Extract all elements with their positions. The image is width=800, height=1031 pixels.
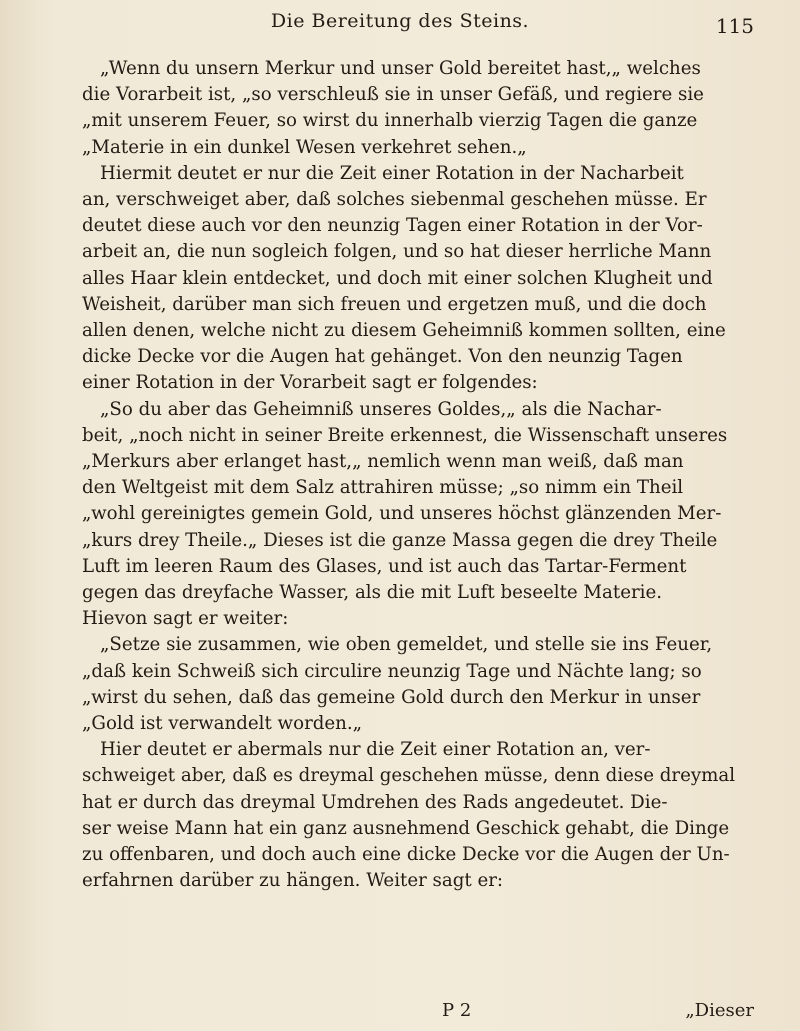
- text-line: alles Haar klein entdecket, und doch mit einer solchen Klugheit und: [82, 267, 713, 289]
- paragraph: [82, 737, 754, 894]
- text-line: arbeit an, die nun sogleich folgen, und so hat dieser herrliche Mann: [82, 241, 712, 263]
- body-text: [82, 56, 754, 895]
- text-line: „Merkurs aber erlanget hast,„ nemlich wenn man weiß, daß man: [82, 451, 684, 473]
- text-line: „daß kein Schweiß sich circulire neunzig Tage und Nächte lang; so: [82, 660, 702, 682]
- page-footer: [82, 1000, 754, 1026]
- text-line: ser weise Mann hat ein ganz ausnehmend Geschick gehabt, die Dinge: [82, 817, 730, 839]
- paragraph: [82, 56, 754, 161]
- text-line: „wirst du sehen, daß das gemeine Gold durch den Merkur in unser: [82, 686, 701, 708]
- text-line: Hievon sagt er weiter:: [82, 608, 289, 630]
- text-line: an, verschweiget aber, daß solches siebenmal geschehen müsse. Er: [82, 189, 707, 211]
- text-line: „wohl gereinigtes gemein Gold, und unseres höchst glänzenden Mer-: [82, 503, 722, 525]
- text-line: Luft im leeren Raum des Glases, und ist auch das Tartar-Ferment: [82, 555, 687, 577]
- signature-mark: P 2: [442, 1000, 472, 1021]
- text-line: „Wenn du unsern Merkur und unser Gold bereitet hast,„ welches: [100, 58, 701, 79]
- text-line: Weisheit, darüber man sich freuen und ergetzen muß, und die doch: [82, 293, 707, 315]
- text-line: „So du aber das Geheimniß unseres Goldes,„ als die Nachar-: [100, 398, 662, 420]
- text-line: gegen das dreyfache Wasser, als die mit Luft beseelte Materie.: [82, 582, 663, 604]
- text-line: Hiermit deutet er nur die Zeit einer Rotation in der Nacharbeit: [100, 162, 684, 184]
- text-line: erfahrnen darüber zu hängen. Weiter sagt er:: [82, 870, 504, 892]
- text-line: „mit unserem Feuer, so wirst du innerhalb vierzig Tagen die ganze: [82, 110, 698, 132]
- text-line: zu offenbaren, und doch auch eine dicke Decke vor die Augen der Un-: [82, 844, 730, 866]
- running-title: Die Bereitung des Steins.: [270, 10, 530, 32]
- text-line: einer Rotation in der Vorarbeit sagt er folgendes:: [82, 372, 538, 394]
- text-line: „kurs drey Theile.„ Dieses ist die ganze Massa gegen die drey Theile: [82, 529, 718, 551]
- text-line: dicke Decke vor die Augen hat gehänget. Von den neunzig Tagen: [82, 346, 683, 368]
- text-line: „Gold ist verwandelt worden.„: [82, 713, 363, 735]
- text-line: schweiget aber, daß es dreymal geschehen müsse, denn diese dreymal: [82, 765, 736, 787]
- catchword: „Dieser: [685, 1000, 754, 1021]
- text-line: allen denen, welche nicht zu diesem Geheimniß kommen sollten, eine: [82, 320, 726, 342]
- paragraph: [82, 397, 754, 633]
- text-line: den Weltgeist mit dem Salz attrahiren müsse; „so nimm ein Theil: [82, 477, 684, 499]
- text-line: „Materie in ein dunkel Wesen verkehret sehen.„: [82, 136, 527, 158]
- text-line: die Vorarbeit ist, „so verschleuß sie in unser Gefäß, und regiere sie: [82, 84, 704, 106]
- text-line: hat er durch das dreymal Umdrehen des Rads angedeutet. Die-: [82, 791, 668, 813]
- text-line: deutet diese auch vor den neunzig Tagen einer Rotation in der Vor-: [82, 215, 703, 237]
- text-line: beit, „noch nicht in seiner Breite erkennest, die Wissenschaft unseres: [82, 424, 728, 446]
- paragraph: [82, 632, 754, 737]
- text-line: Hier deutet er abermals nur die Zeit einer Rotation an, ver-: [100, 739, 651, 761]
- text-line: „Setze sie zusammen, wie oben gemeldet, und stelle sie ins Feuer,: [100, 634, 713, 656]
- paragraph: [82, 161, 754, 397]
- page-number: 115: [715, 14, 754, 38]
